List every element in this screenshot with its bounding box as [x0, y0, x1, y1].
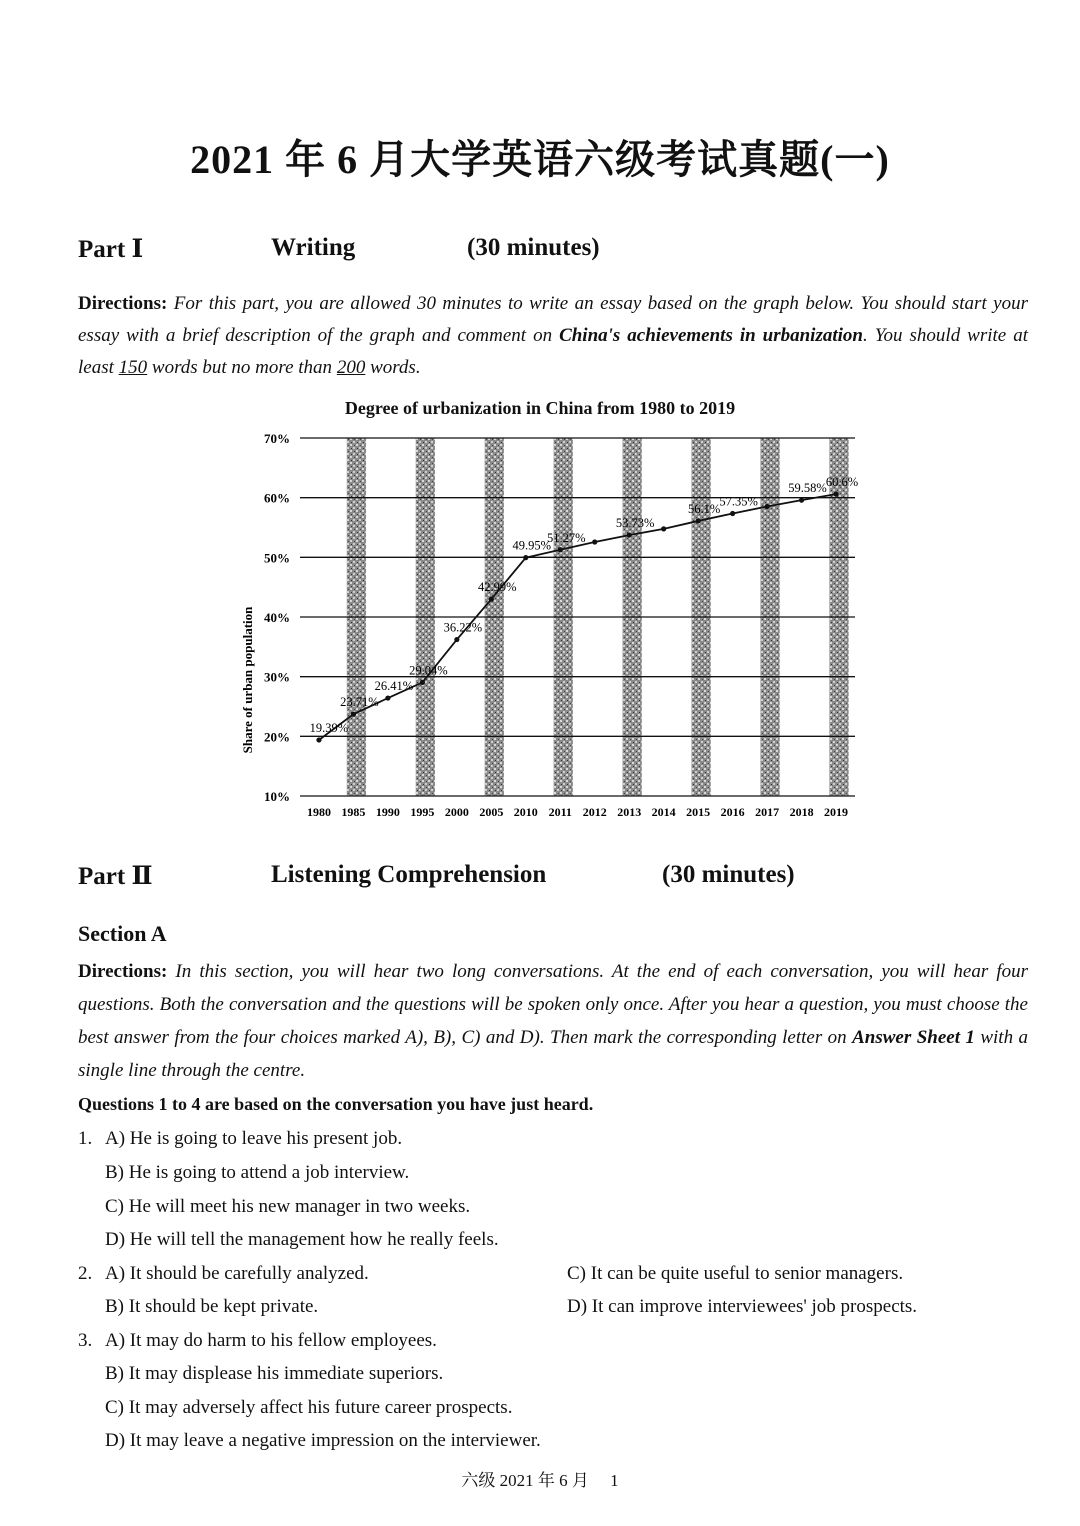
- data-point: [833, 491, 838, 496]
- directions-label: Directions:: [78, 293, 168, 314]
- data-point: [558, 547, 563, 552]
- x-tick-label: 1990: [375, 805, 400, 819]
- data-point: [489, 597, 494, 602]
- x-tick-label: 1985: [341, 805, 366, 819]
- directions-label: Directions:: [78, 961, 168, 982]
- directions-text: In this section, you will hear two long conversations. At the end of each conversation, you will hear four questions. Both the conversation and the questions will be spoken only once. After you hear a question, you must choose the best answer from the four choices marked A), B), C) and D). Then mark the corresponding letter on: [78, 961, 1028, 1048]
- question-number: 1.: [78, 1128, 93, 1149]
- data-point: [316, 737, 321, 742]
- x-tick-label: 2013: [617, 805, 642, 819]
- part1-label: Part Ⅰ: [78, 236, 144, 263]
- data-point: [661, 526, 666, 531]
- urbanization-chart: [230, 420, 870, 830]
- option-1a: A) He is going to leave his present job.: [105, 1128, 403, 1149]
- data-label: 29.04%: [409, 663, 448, 678]
- x-tick-label: 2010: [513, 805, 538, 819]
- option-2b: B) It should be kept private.: [105, 1296, 319, 1317]
- data-label: 56.1%: [688, 501, 721, 516]
- data-point: [592, 539, 597, 544]
- x-tick-label: 2016: [720, 805, 745, 819]
- data-label: 23.71%: [340, 695, 379, 710]
- max-words: 200: [336, 357, 366, 378]
- x-tick-label: 2000: [444, 805, 469, 819]
- option-1c: C) He will meet his new manager in two weeks.: [105, 1196, 471, 1217]
- y-tick-label: 50%: [264, 550, 290, 566]
- directions-text: For this part, you are allowed 30 minutes to write an essay based on the graph below. You should start your essay with a brief description of the graph and comment on: [78, 293, 1028, 346]
- option-3a: A) It may do harm to his fellow employees.: [105, 1330, 437, 1351]
- y-tick-label: 40%: [264, 610, 290, 625]
- part2-directions: [78, 955, 1028, 1087]
- min-words: 150: [118, 357, 148, 378]
- part2-label: Part Ⅱ: [78, 863, 153, 890]
- questions-note: Questions 1 to 4 are based on the conversation you have just heard.: [78, 1094, 594, 1114]
- data-label: 36.22%: [443, 620, 483, 635]
- option-1b: B) He is going to attend a job interview.: [105, 1162, 410, 1183]
- x-tick-label: 2017: [755, 805, 780, 819]
- x-tick-label: 2011: [548, 805, 572, 819]
- y-tick-label: 20%: [264, 729, 290, 745]
- data-label: 42.99%: [478, 580, 517, 595]
- option-3c: C) It may adversely affect his future career prospects.: [105, 1397, 513, 1418]
- part2-name: Listening Comprehension: [271, 861, 547, 888]
- data-label: 53.73%: [615, 516, 655, 531]
- data-point: [523, 555, 528, 560]
- x-tick-label: 2018: [789, 805, 814, 819]
- data-label: 19.39%: [309, 720, 349, 735]
- question-number: 2.: [78, 1263, 93, 1284]
- directions-text: words but no more than: [147, 357, 337, 378]
- x-tick-label: 1995: [410, 805, 435, 819]
- directions-text: . You should write at least: [78, 325, 1029, 378]
- option-2c: C) It can be quite useful to senior managers.: [567, 1263, 904, 1284]
- x-tick-label: 2014: [651, 805, 676, 819]
- option-2d: D) It can improve interviewees' job prospects.: [567, 1296, 918, 1317]
- data-label: 26.41%: [374, 679, 414, 694]
- data-point: [696, 518, 701, 523]
- x-tick-label: 2019: [824, 805, 849, 819]
- page-footer: 六级 2021 年 6 月 1: [461, 1471, 619, 1490]
- option-1d: D) He will tell the management how he really feels.: [105, 1229, 499, 1250]
- y-tick-label: 60%: [264, 490, 290, 506]
- y-axis-label: Share of urban population: [240, 606, 255, 754]
- directions-emphasis: China's achievements in urbanization: [559, 325, 863, 346]
- data-label: 59.58%: [788, 481, 827, 496]
- data-point: [420, 680, 425, 685]
- section-a-title: Section A: [78, 921, 167, 946]
- chart-title: Degree of urbanization in China from 1980 to 2019: [344, 398, 736, 418]
- data-label: 51.27%: [546, 530, 586, 545]
- directions-text: with a single line through the centre.: [78, 1027, 1029, 1081]
- data-point: [454, 637, 459, 642]
- option-3d: D) It may leave a negative impression on the interviewer.: [105, 1430, 541, 1451]
- part1-time: (30 minutes): [467, 234, 600, 261]
- y-tick-label: 10%: [264, 789, 290, 804]
- data-label: 60.6%: [825, 475, 859, 490]
- x-tick-label: 1980: [306, 805, 331, 819]
- data-point: [799, 498, 804, 503]
- data-point: [351, 712, 356, 717]
- y-tick-label: 70%: [264, 431, 290, 446]
- page-title: 2021 年 6 月大学英语六级考试真题(一): [190, 137, 890, 182]
- data-point: [385, 695, 390, 700]
- data-point: [730, 511, 735, 516]
- data-label: 57.35%: [719, 494, 758, 509]
- part1-name: Writing: [271, 234, 356, 261]
- y-tick-label: 30%: [264, 669, 290, 685]
- answer-sheet-ref: Answer Sheet 1: [852, 1027, 975, 1048]
- x-tick-label: 2005: [479, 805, 504, 819]
- part2-time: (30 minutes): [662, 861, 795, 888]
- x-tick-label: 2015: [686, 805, 711, 819]
- question-number: 3.: [78, 1330, 93, 1351]
- data-point: [764, 504, 769, 509]
- directions-text: words.: [365, 357, 421, 378]
- option-3b: B) It may displease his immediate superiors.: [105, 1363, 444, 1384]
- part1-directions: [78, 288, 1028, 384]
- option-2a: A) It should be carefully analyzed.: [105, 1263, 369, 1284]
- x-tick-label: 2012: [582, 805, 607, 819]
- data-point: [627, 532, 632, 537]
- data-label: 49.95%: [512, 538, 552, 553]
